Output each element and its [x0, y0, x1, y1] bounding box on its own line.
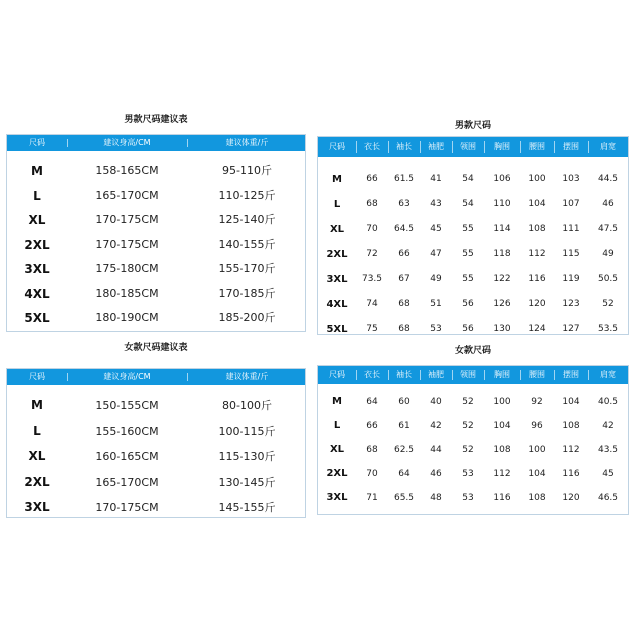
header-cell: 肩宽 [588, 366, 628, 384]
value-cell: 165-170CM [95, 475, 159, 489]
value-cell: 100-115斤 [218, 424, 276, 438]
value-cell: 112 [528, 249, 546, 259]
value-cell: 54 [462, 199, 474, 209]
value-cell: 160-165CM [95, 450, 159, 463]
size-cell: 4XL [326, 299, 348, 310]
value-cell: 112 [562, 445, 580, 455]
header-cell: 建议体重/斤 [187, 369, 307, 385]
value-cell: 73.5 [361, 274, 383, 284]
header-cell: 袖肥 [420, 137, 452, 157]
size-cell: M [332, 396, 342, 407]
table-row [318, 414, 628, 438]
value-cell: 68 [366, 199, 378, 209]
size-cell: 3XL [326, 492, 348, 503]
value-cell: 108 [528, 224, 546, 234]
value-cell: 95-110斤 [222, 164, 272, 177]
size-cell: L [33, 188, 41, 203]
table-row [7, 419, 305, 445]
header-cell: 衣长 [356, 366, 388, 384]
value-cell: 170-175CM [95, 501, 159, 514]
value-cell: 115-130斤 [218, 450, 276, 463]
value-cell: 118 [493, 249, 511, 259]
value-cell: 68 [398, 324, 410, 334]
value-cell: 42 [430, 421, 442, 431]
value-cell: 170-175CM [95, 213, 159, 226]
value-cell: 140-155斤 [218, 237, 276, 251]
value-cell: 110-125斤 [218, 188, 276, 202]
header-cell: 袖长 [388, 137, 420, 157]
value-cell: 67 [398, 274, 410, 284]
value-cell: 124 [528, 324, 546, 334]
header-cell: 建议体重/斤 [187, 135, 307, 151]
table-title: 女款尺码 [454, 346, 491, 356]
table-title: 女款尺码建议表 [124, 343, 188, 353]
table-title: 男款尺码建议表 [124, 115, 188, 125]
value-cell: 106 [493, 174, 511, 184]
size-cell: L [33, 423, 41, 438]
value-cell: 64 [398, 469, 410, 479]
header-cell: 肩宽 [588, 137, 628, 157]
value-cell: 64.5 [393, 224, 415, 234]
value-cell: 72 [366, 249, 378, 259]
table-body [6, 134, 306, 332]
value-cell: 47 [430, 249, 442, 259]
value-cell: 62.5 [393, 445, 415, 455]
size-cell: M [31, 164, 43, 178]
value-cell: 120 [562, 493, 580, 503]
value-cell: 180-185CM [95, 286, 159, 300]
value-cell: 40.5 [597, 397, 619, 407]
table-row [318, 217, 628, 242]
table-row [318, 390, 628, 414]
value-cell: 49 [430, 274, 442, 284]
value-cell: 115 [562, 249, 580, 259]
table-row [318, 462, 628, 486]
value-cell: 165-170CM [95, 188, 159, 202]
header-cell: 衣长 [356, 137, 388, 157]
value-cell: 96 [531, 421, 543, 431]
value-cell: 42 [602, 421, 614, 431]
header-cell: 袖肥 [420, 366, 452, 384]
size-cell: XL [28, 213, 46, 227]
value-cell: 126 [493, 299, 511, 309]
value-cell: 175-180CM [95, 262, 159, 275]
table-title: 男款尺码 [454, 121, 491, 131]
value-cell: 47.5 [597, 224, 619, 234]
value-cell: 45 [602, 469, 614, 479]
table-row [318, 486, 628, 510]
value-cell: 46 [430, 469, 442, 479]
value-cell: 100 [493, 397, 511, 407]
value-cell: 68 [398, 299, 410, 309]
header-cell: 腰围 [520, 137, 554, 157]
value-cell: 55 [462, 249, 474, 259]
value-cell: 44.5 [597, 174, 619, 184]
value-cell: 80-100斤 [222, 399, 272, 412]
value-cell: 145-155斤 [218, 501, 276, 514]
men-size-table [317, 118, 629, 335]
header-cell: 尺码 [329, 370, 345, 379]
value-cell: 65.5 [393, 493, 415, 503]
value-cell: 111 [562, 224, 580, 234]
size-cell: 3XL [24, 500, 50, 514]
value-cell: 46 [602, 199, 614, 209]
value-cell: 71 [366, 493, 378, 503]
value-cell: 55 [462, 274, 474, 284]
table-header [318, 366, 628, 384]
value-cell: 130-145斤 [218, 475, 276, 489]
value-cell: 43 [430, 199, 442, 209]
value-cell: 130 [493, 324, 511, 334]
header-cell: 尺码 [29, 138, 45, 147]
value-cell: 119 [562, 274, 580, 284]
table-row [7, 257, 305, 282]
value-cell: 66 [366, 421, 378, 431]
table-row [318, 267, 628, 292]
size-cell: L [333, 420, 341, 431]
value-cell: 123 [562, 299, 580, 309]
value-cell: 104 [528, 199, 546, 209]
table-row [7, 208, 305, 233]
value-cell: 155-160CM [95, 424, 159, 438]
value-cell: 56 [462, 299, 474, 309]
value-cell: 107 [562, 199, 580, 209]
table-row [318, 317, 628, 342]
size-cell: XL [28, 449, 46, 463]
value-cell: 110 [493, 199, 511, 209]
table-row [7, 495, 305, 521]
header-cell: 摆围 [554, 137, 588, 157]
table-body [317, 365, 629, 515]
header-cell: 领围 [452, 366, 484, 384]
value-cell: 70 [366, 469, 378, 479]
women-size-table [317, 343, 629, 515]
table-body [317, 136, 629, 335]
value-cell: 122 [493, 274, 511, 284]
size-cell: 3XL [24, 262, 50, 276]
value-cell: 61 [398, 421, 410, 431]
size-cell: 2XL [326, 249, 348, 260]
size-cell: 3XL [326, 274, 348, 285]
value-cell: 61.5 [393, 174, 415, 184]
header-cell: 建议身高/CM [67, 135, 187, 151]
value-cell: 52 [602, 299, 614, 309]
value-cell: 50.5 [597, 274, 619, 284]
value-cell: 116 [528, 274, 546, 284]
header-cell: 尺码 [329, 142, 345, 151]
table-row [7, 233, 305, 258]
value-cell: 52 [462, 445, 474, 455]
size-cell: L [333, 199, 341, 210]
table-header [318, 137, 628, 157]
table-row [7, 470, 305, 496]
value-cell: 185-200斤 [218, 311, 276, 324]
value-cell: 104 [528, 469, 546, 479]
size-cell: 2XL [326, 468, 348, 479]
value-cell: 112 [493, 469, 511, 479]
value-cell: 66 [366, 174, 378, 184]
table-row [318, 242, 628, 267]
value-cell: 54 [462, 174, 474, 184]
value-cell: 63 [398, 199, 410, 209]
header-cell: 尺码 [29, 372, 45, 381]
value-cell: 45 [430, 224, 442, 234]
header-cell: 袖长 [388, 366, 420, 384]
value-cell: 48 [430, 493, 442, 503]
value-cell: 104 [562, 397, 580, 407]
value-cell: 116 [562, 469, 580, 479]
size-cell: 2XL [24, 474, 50, 489]
table-row [7, 159, 305, 184]
value-cell: 150-155CM [95, 399, 159, 412]
header-cell: 建议身高/CM [67, 369, 187, 385]
table-row [318, 438, 628, 462]
value-cell: 100 [528, 445, 546, 455]
size-cell: M [31, 398, 43, 412]
header-cell: 摆围 [554, 366, 588, 384]
value-cell: 52 [462, 397, 474, 407]
header-cell: 腰围 [520, 366, 554, 384]
value-cell: 51 [430, 299, 442, 309]
value-cell: 64 [366, 397, 378, 407]
value-cell: 43.5 [597, 445, 619, 455]
value-cell: 120 [528, 299, 546, 309]
women-suggestion-table [6, 340, 306, 518]
value-cell: 40 [430, 397, 442, 407]
table-body [6, 368, 306, 518]
value-cell: 49 [602, 249, 614, 259]
value-cell: 108 [528, 493, 546, 503]
value-cell: 103 [562, 174, 580, 184]
value-cell: 180-190CM [95, 311, 159, 324]
size-cell: 2XL [24, 237, 50, 252]
value-cell: 68 [366, 445, 378, 455]
value-cell: 92 [531, 397, 543, 407]
size-cell: XL [329, 224, 345, 235]
value-cell: 60 [398, 397, 410, 407]
value-cell: 75 [366, 324, 378, 334]
size-cell: M [332, 174, 342, 185]
header-cell: 胸围 [484, 137, 520, 157]
value-cell: 125-140斤 [218, 213, 276, 226]
table-header [7, 135, 305, 151]
table-row [7, 393, 305, 419]
value-cell: 66 [398, 249, 410, 259]
value-cell: 158-165CM [95, 164, 159, 177]
value-cell: 127 [562, 324, 580, 334]
table-row [7, 306, 305, 331]
value-cell: 108 [493, 445, 511, 455]
value-cell: 53 [462, 469, 474, 479]
table-row [7, 282, 305, 307]
value-cell: 41 [430, 174, 442, 184]
size-cell: 5XL [24, 311, 50, 325]
men-suggestion-table [6, 112, 306, 332]
value-cell: 56 [462, 324, 474, 334]
size-cell: XL [329, 444, 345, 455]
value-cell: 74 [366, 299, 378, 309]
value-cell: 52 [462, 421, 474, 431]
header-cell: 胸围 [484, 366, 520, 384]
table-row [7, 184, 305, 209]
table-header [7, 369, 305, 385]
value-cell: 114 [493, 224, 511, 234]
size-cell: 5XL [326, 324, 348, 335]
value-cell: 100 [528, 174, 546, 184]
table-row [318, 167, 628, 192]
value-cell: 116 [493, 493, 511, 503]
table-row [318, 292, 628, 317]
value-cell: 46.5 [597, 493, 619, 503]
value-cell: 108 [562, 421, 580, 431]
value-cell: 170-185斤 [218, 286, 276, 300]
value-cell: 53 [430, 324, 442, 334]
value-cell: 70 [366, 224, 378, 234]
value-cell: 55 [462, 224, 474, 234]
value-cell: 155-170斤 [218, 262, 276, 275]
table-row [7, 444, 305, 470]
value-cell: 170-175CM [95, 237, 159, 251]
table-row [318, 192, 628, 217]
header-cell: 领围 [452, 137, 484, 157]
value-cell: 104 [493, 421, 511, 431]
value-cell: 44 [430, 445, 442, 455]
value-cell: 53.5 [597, 324, 619, 334]
value-cell: 53 [462, 493, 474, 503]
size-cell: 4XL [24, 286, 50, 301]
